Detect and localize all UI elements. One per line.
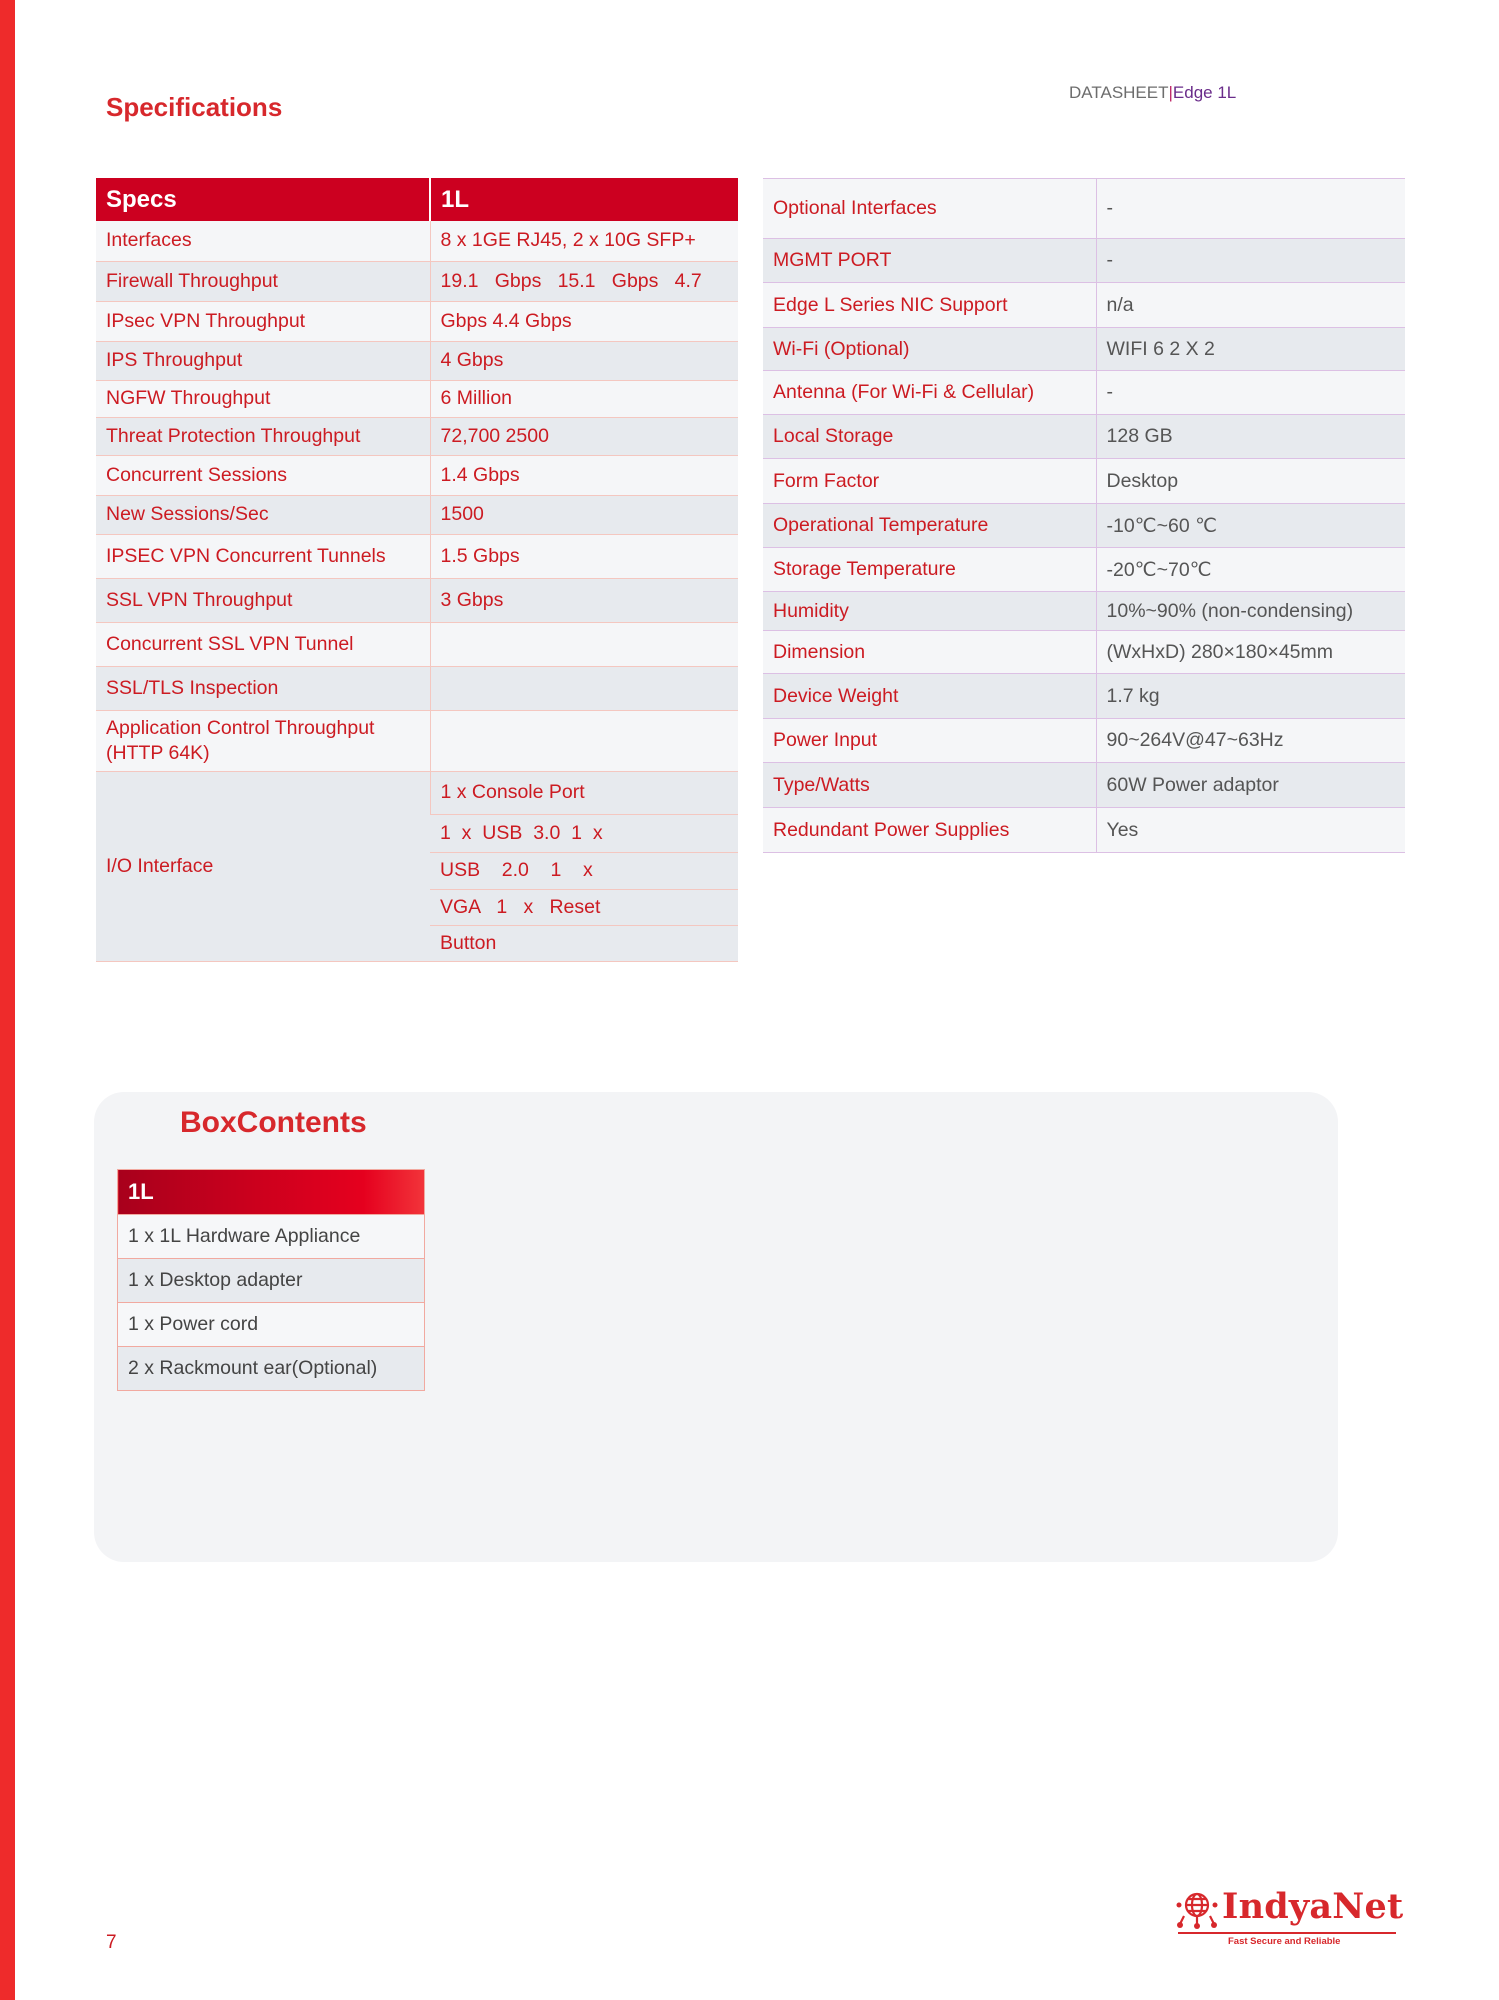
spec-label: Firewall Throughput: [96, 261, 430, 301]
spec-col-header: Specs: [96, 178, 430, 221]
spec-label: Form Factor: [763, 459, 1096, 504]
spec-value: [430, 666, 738, 710]
spec-value: 8 x 1GE RJ45, 2 x 10G SFP+: [430, 221, 738, 261]
spec-row: [96, 341, 738, 380]
spec-label: MGMT PORT: [763, 239, 1096, 283]
spec-value: 3 Gbps: [430, 578, 738, 622]
spec-value: 1500: [430, 495, 738, 534]
spec-row: [96, 221, 738, 261]
spec-label: Application Control Throughput (HTTP 64K): [96, 710, 430, 771]
spec-value: 19.1 Gbps 15.1 Gbps 4.7: [430, 261, 738, 301]
spec-value: 60W Power adaptor: [1096, 763, 1405, 808]
spec-value: 1.4 Gbps: [430, 455, 738, 495]
globe-network-icon: [1176, 1888, 1218, 1930]
spec-value: Yes: [1096, 808, 1405, 853]
box-contents-table: [117, 1169, 425, 1391]
box-item-row: [118, 1259, 425, 1303]
spec-value: 6 Million: [430, 380, 738, 417]
logo-wordmark: IndyaNet: [1222, 1886, 1404, 1927]
spec-label: IPsec VPN Throughput: [96, 301, 430, 341]
spec-value: 72,700 2500: [430, 417, 738, 455]
spec-label: Antenna (For Wi-Fi & Cellular): [763, 371, 1096, 415]
spec-label: Local Storage: [763, 415, 1096, 459]
logo-tagline: Fast Secure and Reliable: [1228, 1936, 1341, 1947]
spec-label: Type/Watts: [763, 763, 1096, 808]
spec-row: [763, 592, 1405, 631]
spec-value: WIFI 6 2 X 2: [1096, 328, 1405, 371]
spec-label: SSL VPN Throughput: [96, 578, 430, 622]
spec-label: Storage Temperature: [763, 548, 1096, 592]
spec-label: Concurrent SSL VPN Tunnel: [96, 622, 430, 666]
spec-row: [96, 380, 738, 417]
spec-row: [763, 808, 1405, 853]
box-contents-header: 1L: [118, 1170, 425, 1215]
spec-label: Power Input: [763, 719, 1096, 763]
spec-label: Threat Protection Throughput: [96, 417, 430, 455]
spec-table: [96, 178, 738, 962]
box-item-row: [118, 1215, 425, 1259]
left-accent-bar: [0, 0, 15, 2000]
spec-value: [430, 710, 738, 771]
spec-label: IPSEC VPN Concurrent Tunnels: [96, 534, 430, 578]
spec-value: 10%~90% (non-condensing): [1096, 592, 1405, 631]
spec-value: 4 Gbps: [430, 341, 738, 380]
spec-label: NGFW Throughput: [96, 380, 430, 417]
spec-label: Humidity: [763, 592, 1096, 631]
spec-label: Wi-Fi (Optional): [763, 328, 1096, 371]
spec-value: 1.5 Gbps: [430, 534, 738, 578]
spec-row: [763, 371, 1405, 415]
spec-row: [763, 328, 1405, 371]
spec-value: (WxHxD) 280×180×45mm: [1096, 631, 1405, 674]
spec-row: [763, 283, 1405, 328]
spec-row: [96, 417, 738, 455]
spec-label: Concurrent Sessions: [96, 455, 430, 495]
spec-value: [430, 622, 738, 666]
spec-row: [763, 239, 1405, 283]
spec-label: Redundant Power Supplies: [763, 808, 1096, 853]
spec-value: 90~264V@47~63Hz: [1096, 719, 1405, 763]
spec-table-continued: [763, 178, 1405, 853]
spec-value: -: [1096, 239, 1405, 283]
box-item-row: [118, 1347, 425, 1391]
io-interface-label: I/O Interface: [96, 771, 430, 961]
spec-row: [763, 504, 1405, 548]
spec-row: [96, 666, 738, 710]
spec-label: SSL/TLS Inspection: [96, 666, 430, 710]
spec-row: [96, 261, 738, 301]
spec-row: [96, 455, 738, 495]
header-separator: |: [1168, 83, 1173, 102]
spec-row: [763, 674, 1405, 719]
spec-row: [763, 763, 1405, 808]
io-value: USB 2.0 1 x: [430, 852, 738, 889]
spec-row: [763, 179, 1405, 239]
spec-label: New Sessions/Sec: [96, 495, 430, 534]
spec-value: -: [1096, 371, 1405, 415]
spec-row: [96, 301, 738, 341]
spec-label: Dimension: [763, 631, 1096, 674]
io-value: 1 x Console Port: [430, 771, 738, 814]
spec-value: n/a: [1096, 283, 1405, 328]
spec-value: Desktop: [1096, 459, 1405, 504]
spec-label: Device Weight: [763, 674, 1096, 719]
io-row: [96, 771, 738, 814]
spec-value: Gbps 4.4 Gbps: [430, 301, 738, 341]
spec-row: [96, 622, 738, 666]
spec-label: Operational Temperature: [763, 504, 1096, 548]
datasheet-header: [1069, 83, 1236, 103]
spec-row: [763, 548, 1405, 592]
spec-row: [763, 719, 1405, 763]
datasheet-label: DATASHEET: [1069, 83, 1169, 102]
box-contents-header-row: [118, 1170, 425, 1215]
spec-label: Interfaces: [96, 221, 430, 261]
spec-row: [96, 534, 738, 578]
spec-label: Edge L Series NIC Support: [763, 283, 1096, 328]
logo-underline: [1178, 1932, 1396, 1934]
box-item: 2 x Rackmount ear(Optional): [118, 1347, 425, 1391]
spec-row: [763, 631, 1405, 674]
spec-row: [96, 578, 738, 622]
spec-label: IPS Throughput: [96, 341, 430, 380]
spec-row: [763, 415, 1405, 459]
page-number: 7: [106, 1932, 117, 1953]
spec-value: 128 GB: [1096, 415, 1405, 459]
model-col-header: 1L: [430, 178, 738, 221]
spec-row: [763, 459, 1405, 504]
spec-row: [96, 495, 738, 534]
box-item: 1 x Desktop adapter: [118, 1259, 425, 1303]
spec-table-header: [96, 178, 738, 221]
box-item: 1 x 1L Hardware Appliance: [118, 1215, 425, 1259]
indyanet-logo: [1176, 1886, 1404, 1947]
box-item: 1 x Power cord: [118, 1303, 425, 1347]
spec-value: -10℃~60 ℃: [1096, 504, 1405, 548]
product-name: Edge 1L: [1172, 83, 1237, 102]
box-item-row: [118, 1303, 425, 1347]
spec-value: -: [1096, 179, 1405, 239]
box-contents-title: BoxContents: [180, 1106, 367, 1139]
io-value: VGA 1 x Reset: [430, 889, 738, 925]
spec-row: [96, 710, 738, 771]
io-value: Button: [430, 925, 738, 961]
page-title: Specifications: [106, 92, 283, 122]
spec-value: 1.7 kg: [1096, 674, 1405, 719]
io-value: 1 x USB 3.0 1 x: [430, 814, 738, 852]
spec-value: -20℃~70℃: [1096, 548, 1405, 592]
spec-label: Optional Interfaces: [763, 179, 1096, 239]
